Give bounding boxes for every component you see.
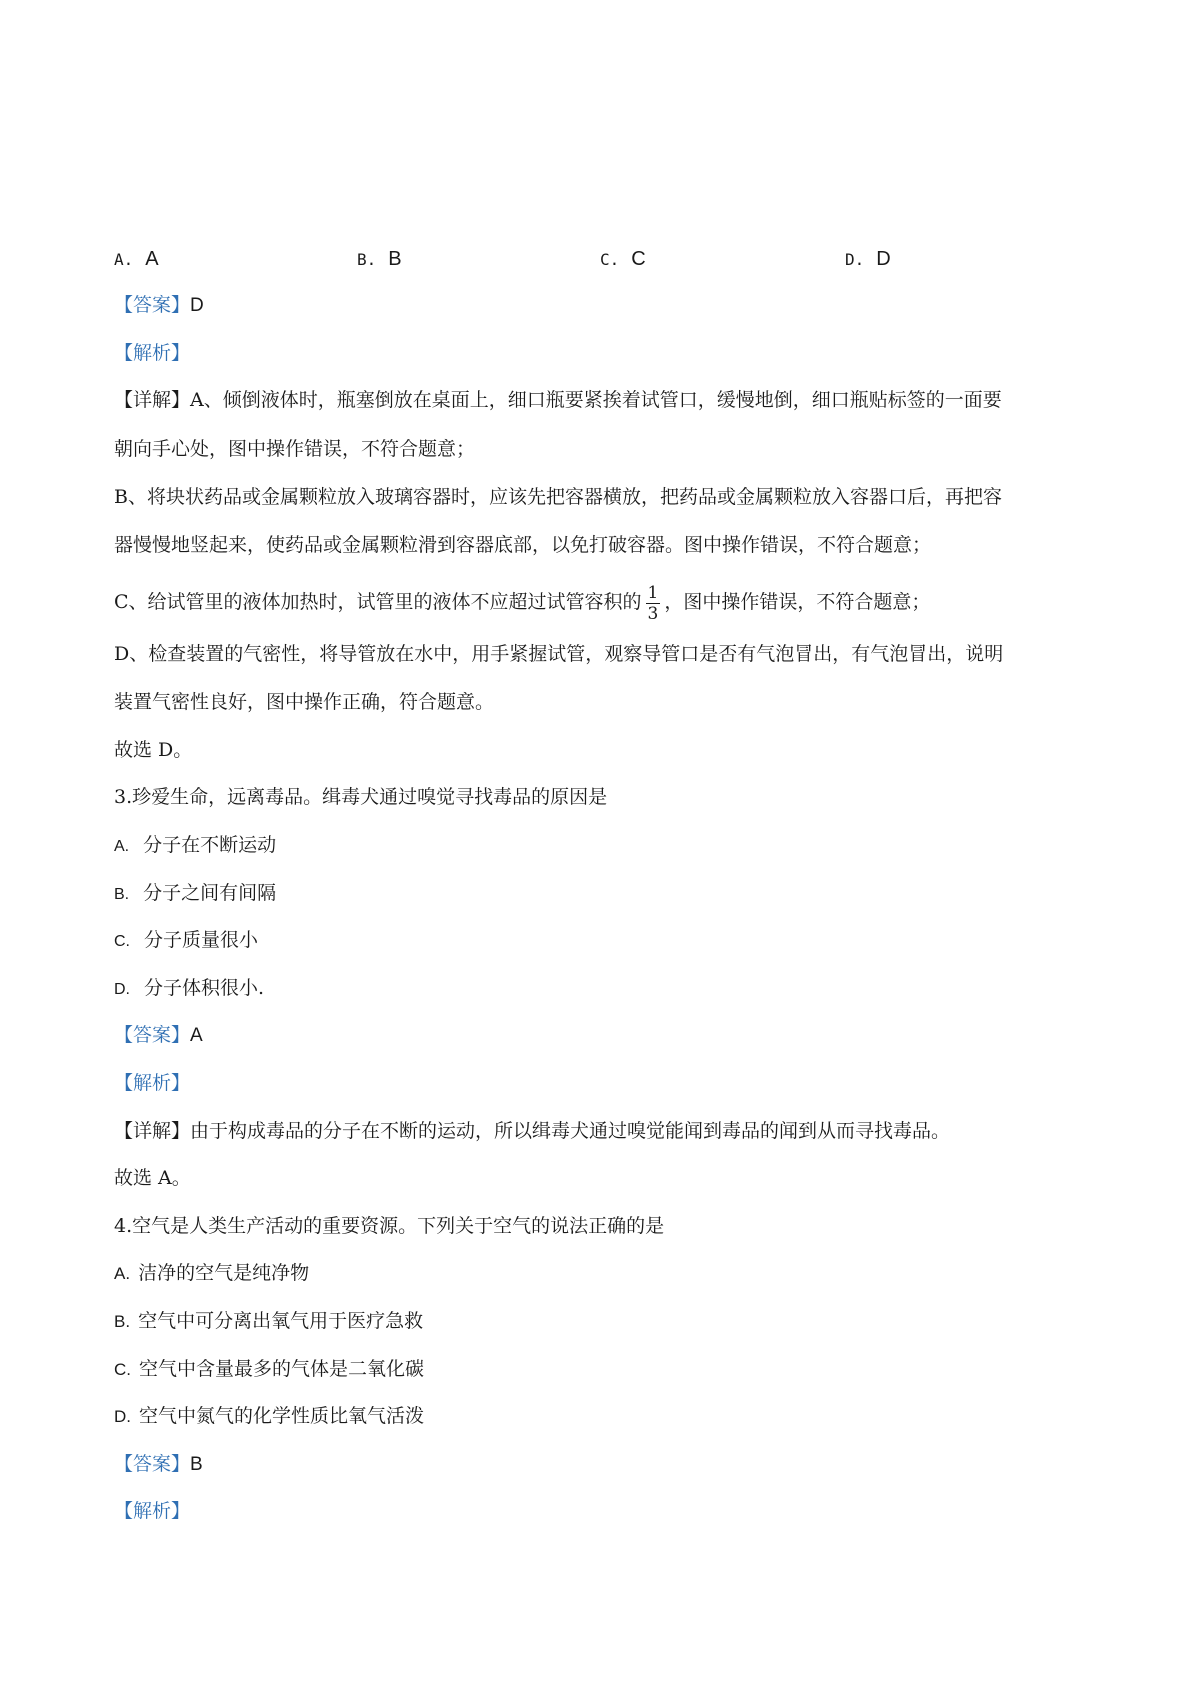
q3-option-c: [114, 926, 1104, 956]
q2-detail-line-3: B、将块状药品或金属颗粒放入玻璃容器时，应该先把容器横放，把药品或金属颗粒放入容器口后，再把容: [114, 486, 1002, 508]
answer-value: D: [190, 295, 204, 316]
detail-tag: 【详解】: [114, 1120, 191, 1142]
q2-analysis-heading: [114, 339, 1104, 367]
q3-answer: [114, 1021, 1104, 1050]
option-value: D: [876, 248, 891, 270]
option-text: 空气中可分离出氧气用于医疗急救: [138, 1310, 424, 1332]
option-letter: D.: [845, 250, 865, 269]
option-letter: D.: [114, 1407, 131, 1426]
q2-answer: [114, 291, 1104, 320]
q2-detail-line-2: 朝向手心处，图中操作错误，不符合题意；: [114, 438, 476, 460]
option-letter: C.: [114, 933, 130, 950]
q4-option-d: [114, 1402, 1104, 1431]
q3-option-a: [114, 831, 1104, 861]
q3-stem: 3.珍爱生命，远离毒品。缉毒犬通过嗅觉寻找毒品的原因是: [114, 786, 608, 808]
option-text: 分子在不断运动: [143, 834, 277, 856]
answer-tag: 【答案】: [114, 1024, 191, 1046]
detail-text: A、倾倒液体时，瓶塞倒放在桌面上，细口瓶要紧挨着试管口，缓慢地倒，细口瓶贴标签的一面要: [190, 389, 1002, 411]
q3-detail: [114, 1117, 1104, 1145]
q4-option-a: [114, 1259, 1104, 1288]
option-value: C: [631, 248, 646, 270]
option-letter: D.: [114, 981, 130, 998]
q3-option-b: [114, 879, 1104, 909]
q2-detail-line-d1: D、检查装置的气密性，将导管放在水中，用手紧握试管，观察导管口是否有气泡冒出，有气泡冒出，说明: [114, 643, 1004, 665]
q2-detail-line-4: 器慢慢地竖起来，使药品或金属颗粒滑到容器底部，以免打破容器。图中操作错误，不符合题意；: [114, 534, 932, 556]
option-letter: C.: [600, 250, 620, 269]
answer-tag: 【答案】: [114, 1453, 191, 1475]
c-text-before: C、给试管里的液体加热时，试管里的液体不应超过试管容积的: [114, 591, 642, 613]
option-text: 空气中氮气的化学性质比氧气活泼: [139, 1405, 425, 1427]
analysis-tag: 【解析】: [114, 1500, 191, 1522]
option-letter: C.: [114, 1360, 131, 1379]
analysis-tag: 【解析】: [114, 342, 191, 364]
q2-option-c: [600, 245, 646, 274]
q3-analysis-heading: [114, 1069, 1104, 1097]
q4-analysis-heading: [114, 1497, 1104, 1525]
option-letter: B.: [114, 886, 130, 903]
c-text-after: ，图中操作错误，不符合题意；: [664, 591, 931, 613]
option-text: 空气中含量最多的气体是二氧化碳: [139, 1358, 425, 1380]
answer-value: B: [190, 1454, 203, 1475]
fraction-denominator: 3: [647, 603, 659, 624]
option-text: 分子质量很小: [144, 929, 259, 951]
option-letter: A.: [114, 1264, 131, 1283]
detail-tag: 【详解】: [114, 389, 191, 411]
answer-value: A: [190, 1025, 203, 1046]
q4-stem: 4.空气是人类生产活动的重要资源。下列关于空气的说法正确的是: [114, 1215, 665, 1237]
q2-conclusion: 故选 D。: [114, 739, 193, 761]
option-text: 分子之间有间隔: [143, 882, 277, 904]
q2-options: [0, 245, 1200, 273]
q3-option-d: [114, 974, 1104, 1004]
q4-option-b: [114, 1307, 1104, 1336]
q2-detail-line-1: [114, 386, 1104, 414]
option-text: 洁净的空气是纯净物: [138, 1262, 310, 1284]
q2-option-d: [845, 245, 891, 274]
analysis-tag: 【解析】: [114, 1072, 191, 1094]
option-letter: A.: [114, 250, 134, 269]
q2-option-b: [357, 245, 402, 274]
q2-option-a: [114, 245, 159, 274]
fraction-one-third: [646, 583, 661, 624]
option-letter: B.: [357, 250, 377, 269]
answer-tag: 【答案】: [114, 294, 191, 316]
option-letter: A.: [114, 838, 130, 855]
q4-option-c: [114, 1355, 1104, 1384]
q4-answer: [114, 1450, 1104, 1479]
fraction-numerator: 1: [647, 582, 659, 603]
option-letter: B.: [114, 1312, 131, 1331]
q3-conclusion: 故选 A。: [114, 1167, 191, 1189]
option-value: A: [145, 248, 159, 270]
option-value: B: [388, 248, 402, 270]
q2-detail-line-c: [114, 572, 1104, 632]
q2-detail-line-d2: 装置气密性良好，图中操作正确，符合题意。: [114, 691, 495, 713]
detail-text: 由于构成毒品的分子在不断的运动，所以缉毒犬通过嗅觉能闻到毒品的闻到从而寻找毒品。: [190, 1120, 951, 1142]
option-text: 分子体积很小.: [144, 977, 265, 999]
